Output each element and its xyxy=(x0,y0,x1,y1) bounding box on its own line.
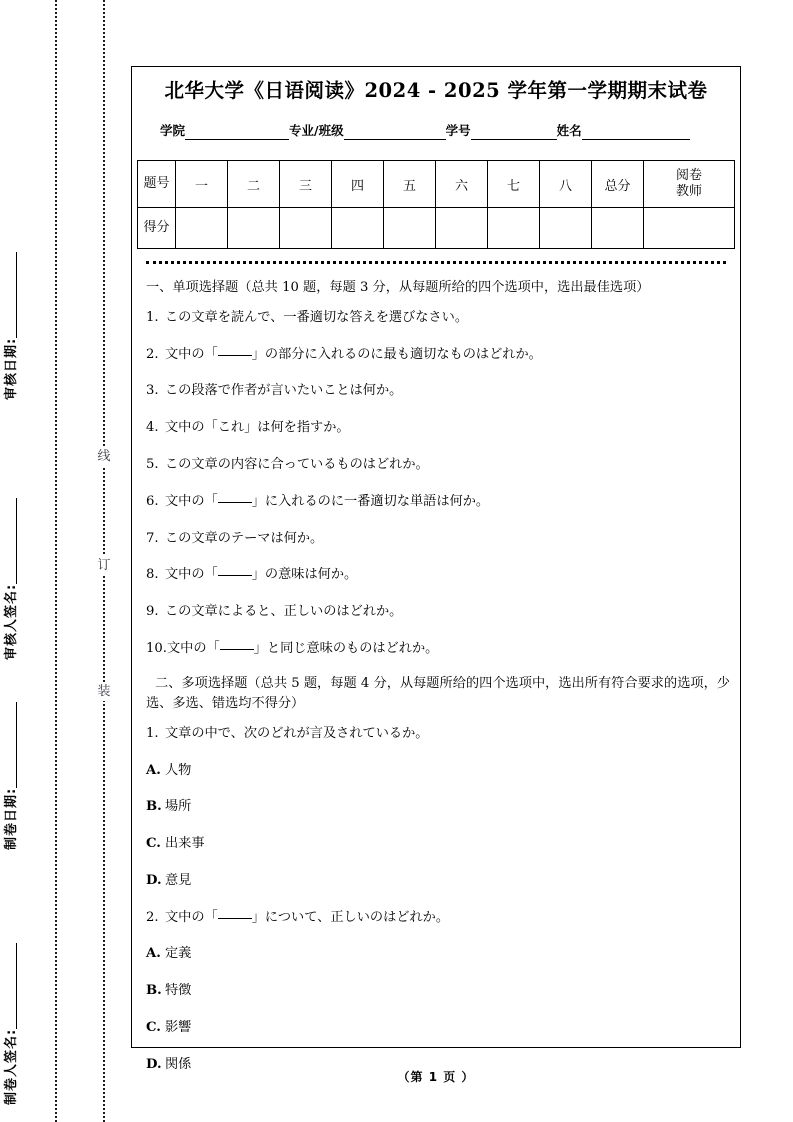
fill-in-blank[interactable] xyxy=(218,918,252,919)
score-cell-1[interactable] xyxy=(176,208,228,249)
question-number: 9. xyxy=(146,604,159,620)
option-letter: D. xyxy=(146,1056,162,1072)
option-item[interactable] xyxy=(146,1018,730,1038)
score-table xyxy=(137,160,735,249)
dotted-separator xyxy=(146,261,726,264)
score-cell-6[interactable] xyxy=(436,208,488,249)
student-name-label: 姓名 xyxy=(556,123,582,139)
question-item xyxy=(146,639,730,659)
major-class-input-line[interactable] xyxy=(344,125,446,140)
option-text: 関係 xyxy=(165,1056,192,1072)
option-letter: B. xyxy=(146,799,162,815)
question-item xyxy=(146,381,730,401)
score-cell-2[interactable] xyxy=(228,208,280,249)
college-field[interactable] xyxy=(160,121,289,140)
producer-signature-underline[interactable] xyxy=(3,943,17,1029)
option-item[interactable] xyxy=(146,981,730,1001)
question-number: 8. xyxy=(146,567,159,583)
sealing-dotted-line-outer xyxy=(55,0,57,1122)
question-item xyxy=(146,455,730,475)
question-item xyxy=(146,308,730,328)
question-text-pre: 文中の「 xyxy=(166,641,220,656)
option-item[interactable] xyxy=(146,797,730,817)
major-class-label: 专业/班级 xyxy=(289,123,344,139)
score-col-header-3: 三 xyxy=(280,161,332,208)
question-text-post: 」について、正しいのはどれか。 xyxy=(251,909,450,925)
question-text-pre: 文中の「 xyxy=(165,493,218,509)
option-text: 意見 xyxy=(165,872,192,888)
question-text-post: 」と同じ意味のものはどれか。 xyxy=(253,641,439,656)
option-text: 人物 xyxy=(165,762,192,778)
question-number: 1. xyxy=(146,725,159,741)
college-label: 学院 xyxy=(160,123,186,139)
score-col-header-5: 五 xyxy=(384,161,436,208)
option-item[interactable] xyxy=(146,944,730,964)
score-cell-8[interactable] xyxy=(540,208,592,249)
question-item xyxy=(146,492,730,512)
score-cell-3[interactable] xyxy=(280,208,332,249)
question-number: 2. xyxy=(146,346,159,362)
option-text: 定義 xyxy=(165,946,192,962)
student-id-field[interactable] xyxy=(446,121,557,140)
row-label-score: 得分 xyxy=(138,208,176,249)
question-item xyxy=(146,602,730,622)
score-cell-4[interactable] xyxy=(332,208,384,249)
option-text: 影響 xyxy=(165,1020,192,1036)
question-text: この文章の内容に合っているものはどれか。 xyxy=(165,457,429,473)
option-text: 出来事 xyxy=(165,836,205,852)
fill-in-blank[interactable] xyxy=(218,502,252,503)
option-item[interactable] xyxy=(146,871,730,891)
question-number: 6. xyxy=(146,493,159,509)
question-number: 7. xyxy=(146,530,159,546)
score-col-header-6: 六 xyxy=(436,161,488,208)
option-item[interactable] xyxy=(146,761,730,781)
section-one-heading: 一、单项选择题（总共 10 题，每题 3 分，从每题所给的四个选项中，选出最佳选项） xyxy=(146,280,650,296)
score-col-header-7: 七 xyxy=(488,161,540,208)
score-cell-7[interactable] xyxy=(488,208,540,249)
row-label-question-no: 题号 xyxy=(138,161,176,208)
exam-paper-frame xyxy=(131,66,741,1072)
question-text-pre: 文中の「 xyxy=(165,567,218,583)
score-cell-marker[interactable] xyxy=(644,208,735,249)
score-col-header-1: 一 xyxy=(176,161,228,208)
option-letter: C. xyxy=(146,1020,161,1036)
question-text: この文章のテーマは何か。 xyxy=(165,530,324,546)
option-letter: B. xyxy=(146,983,162,999)
option-letter: D. xyxy=(146,872,162,888)
question-item xyxy=(146,529,730,549)
score-cell-5[interactable] xyxy=(384,208,436,249)
question-number: 2. xyxy=(146,909,159,925)
question-item xyxy=(146,565,730,585)
score-col-header-marker: 阅卷 教师 xyxy=(644,161,735,208)
question-text: この文章によると、正しいのはどれか。 xyxy=(165,604,403,620)
question-text-pre: 文中の「 xyxy=(165,909,218,925)
question-text: 文章の中で、次のどれが言及されているか。 xyxy=(165,725,429,741)
student-id-label: 学号 xyxy=(445,123,471,139)
score-cell-total[interactable] xyxy=(592,208,644,249)
option-text: 場所 xyxy=(165,799,192,815)
left-margin-strip xyxy=(0,0,130,1122)
question-item xyxy=(146,418,730,438)
page-footer: （第 1 页 ） xyxy=(397,1070,475,1084)
question-text-post: 」の意味は何か。 xyxy=(251,567,358,583)
review-date-text: 审核日期: xyxy=(4,337,19,400)
student-name-input-line[interactable] xyxy=(582,125,690,140)
major-class-field[interactable] xyxy=(289,121,446,140)
question-text-post: 」に入れるのに一番適切な単語は何か。 xyxy=(251,493,490,509)
option-item[interactable] xyxy=(146,834,730,854)
seal-char-zhuang: 装 xyxy=(93,682,115,701)
option-letter: A. xyxy=(146,762,161,778)
student-name-field[interactable] xyxy=(557,121,690,140)
question-number: 10. xyxy=(146,641,167,656)
college-input-line[interactable] xyxy=(185,125,289,140)
question-item xyxy=(146,724,730,744)
table-row-scores xyxy=(138,208,735,249)
student-id-input-line[interactable] xyxy=(471,125,557,140)
reviewer-signature-text: 审核人签名: xyxy=(4,583,19,660)
score-col-header-total: 总分 xyxy=(592,161,644,208)
fill-in-blank[interactable] xyxy=(218,355,252,356)
question-text-pre: 文中の「 xyxy=(165,346,218,362)
score-col-header-4: 四 xyxy=(332,161,384,208)
score-col-header-8: 八 xyxy=(540,161,592,208)
question-text: 文中の「これ」は何を指すか。 xyxy=(165,420,350,436)
option-text: 特徴 xyxy=(165,983,192,999)
fill-in-blank[interactable] xyxy=(220,649,254,650)
exam-body xyxy=(146,278,730,1074)
producer-signature-text: 制卷人签名: xyxy=(4,1028,19,1105)
question-number: 1. xyxy=(146,309,159,325)
question-text: この文章を読んで、一番適切な答えを選びなさい。 xyxy=(165,309,469,325)
question-number: 5. xyxy=(146,457,159,473)
option-letter: C. xyxy=(146,836,161,852)
question-item xyxy=(146,908,730,928)
producer-signature-label xyxy=(0,0,19,1105)
score-col-header-2: 二 xyxy=(228,161,280,208)
produce-date-text: 制卷日期: xyxy=(4,787,19,850)
seal-char-xian: 线 xyxy=(93,447,115,466)
option-letter: A. xyxy=(146,946,161,962)
page-title: 北华大学《日语阅读》2024 - 2025 学年第一学期期末试卷 xyxy=(164,79,708,102)
question-number: 3. xyxy=(146,383,159,399)
section-two-heading: 二、多项选择题（总共 5 题，每题 4 分，从每题所给的四个选项中，选出所有符合要求的选项，少选、多选、错选均不得分） xyxy=(146,675,730,712)
question-text-post: 」の部分に入れるのに最も適切なものはどれか。 xyxy=(251,346,542,362)
table-row-question-numbers xyxy=(138,161,735,208)
question-number: 4. xyxy=(146,420,159,436)
seal-char-ding: 订 xyxy=(93,556,115,575)
fill-in-blank[interactable] xyxy=(218,575,252,576)
student-identity-row xyxy=(160,121,726,140)
question-item xyxy=(146,345,730,365)
question-text: この段落で作者が言いたいことは何か。 xyxy=(165,383,403,399)
